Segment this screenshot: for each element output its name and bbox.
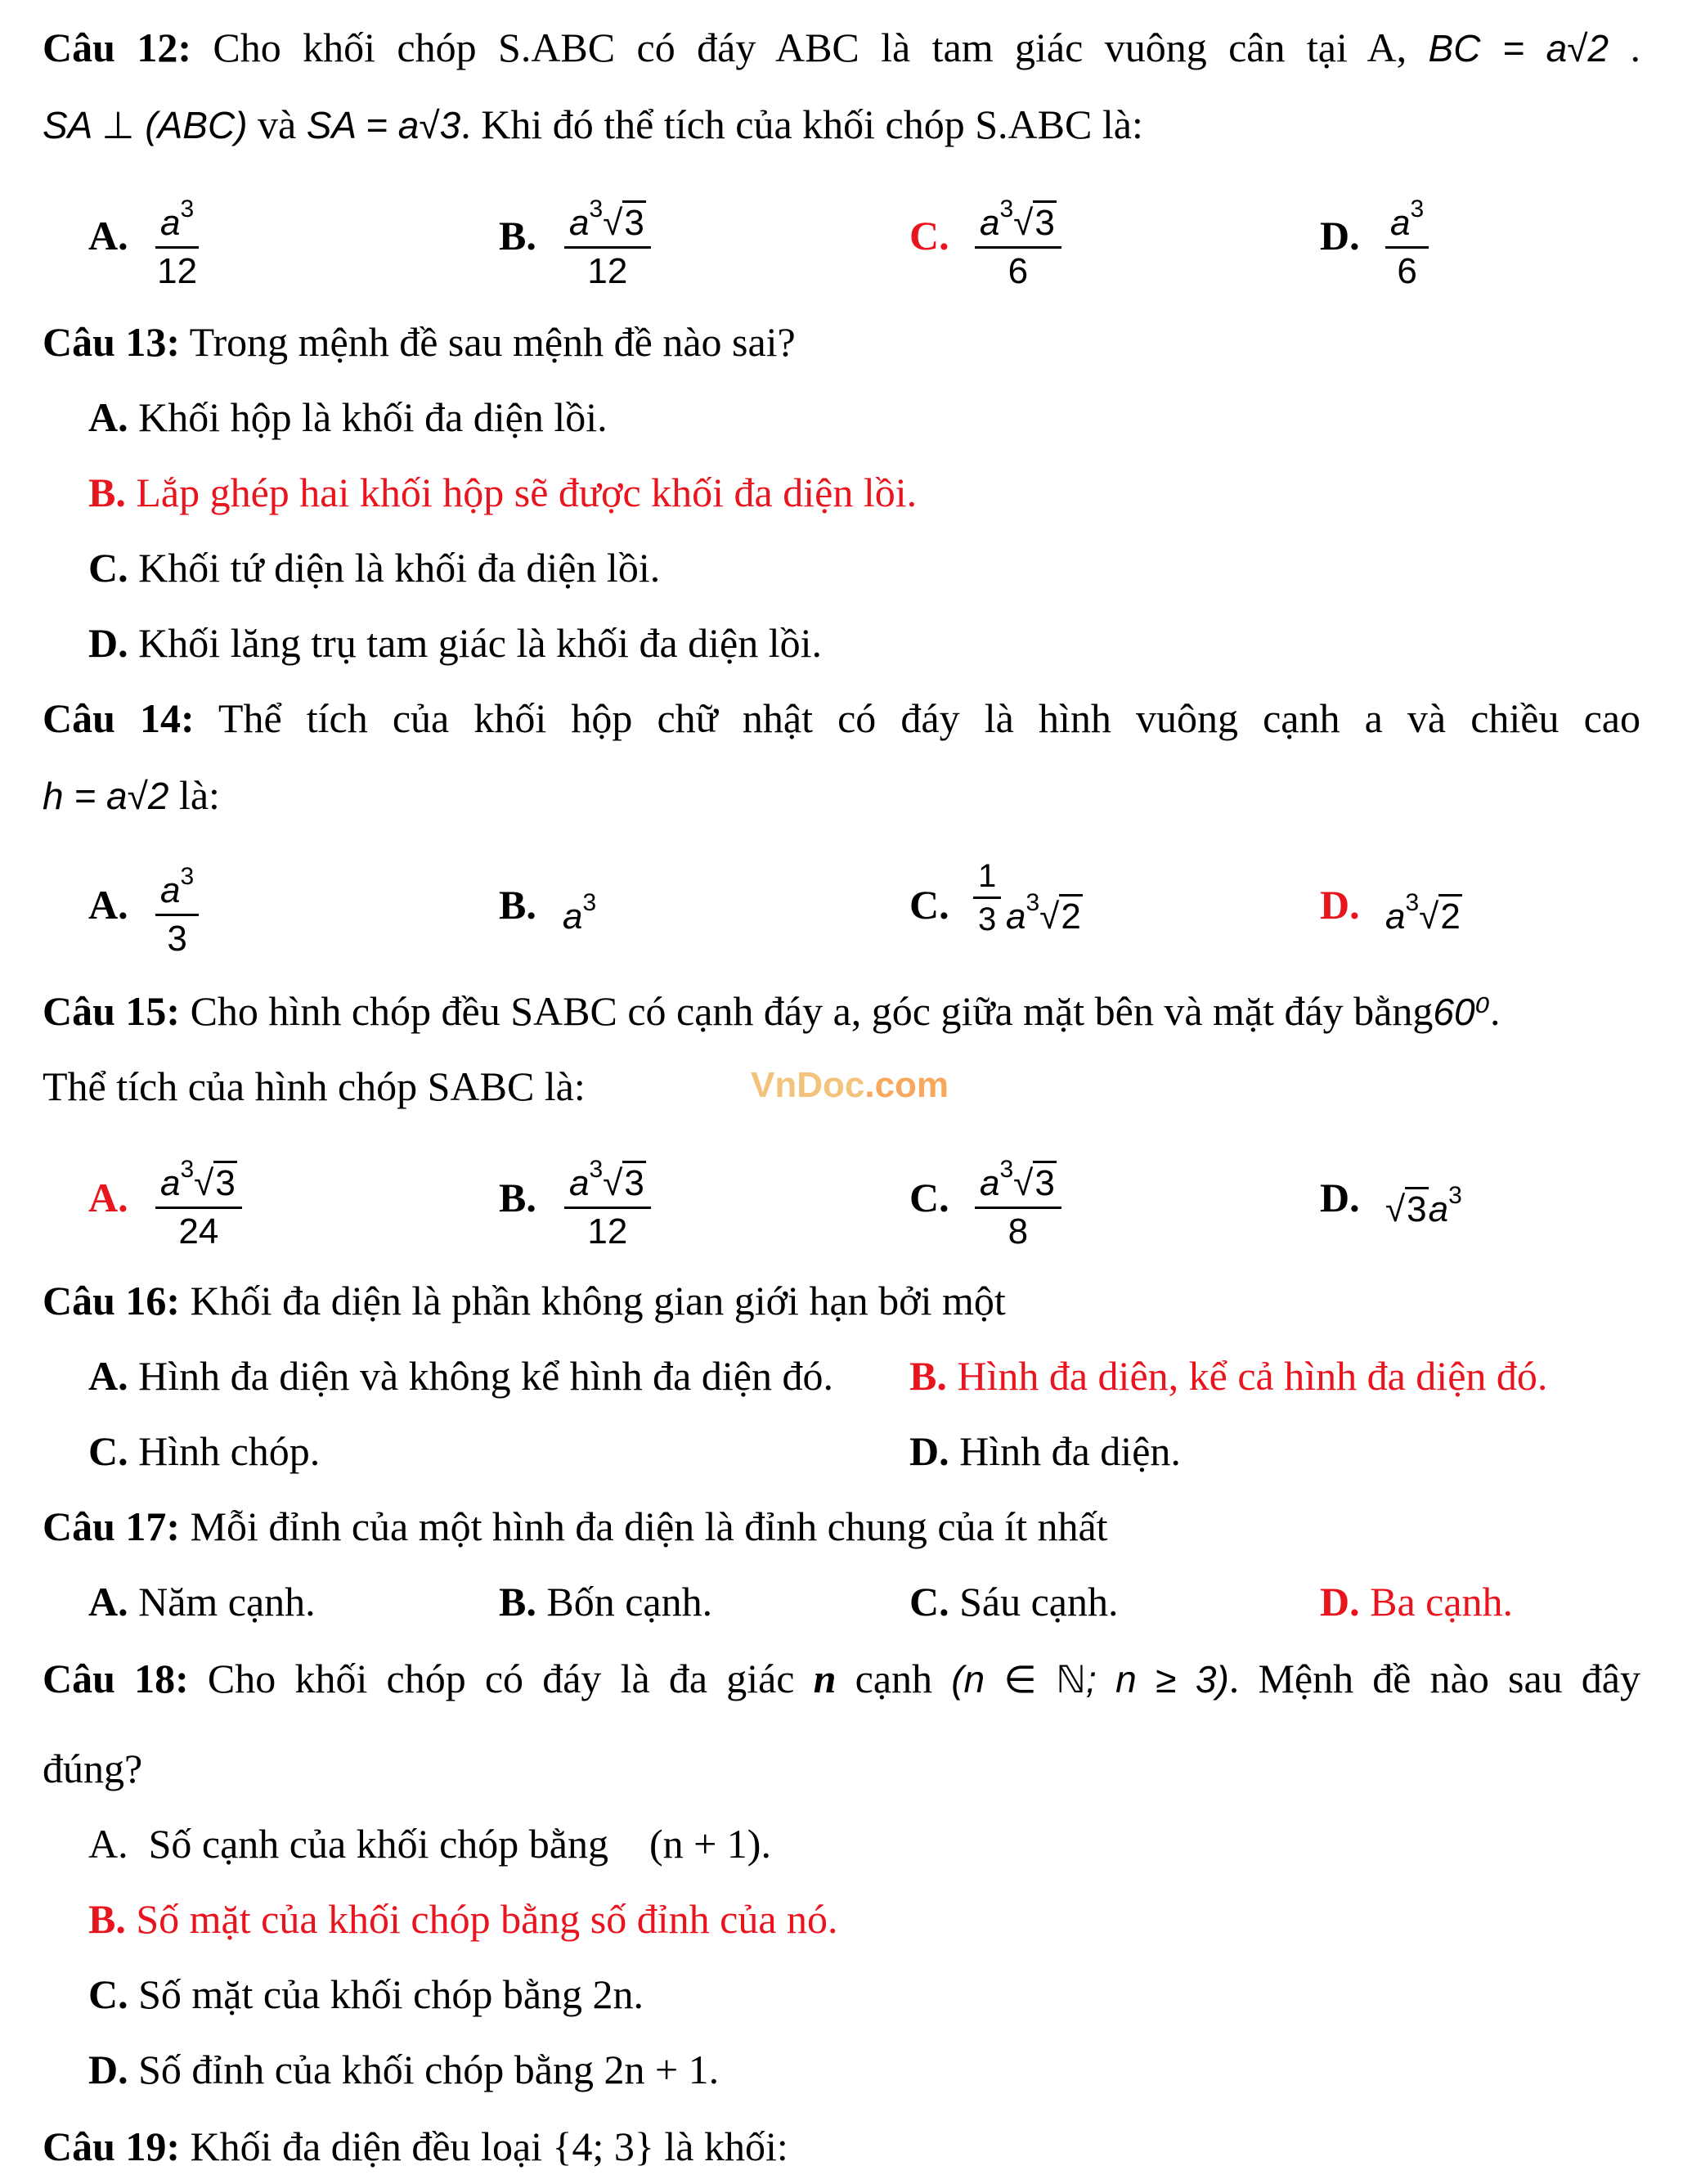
q14-option-b[interactable]: B.	[499, 882, 536, 928]
q15-angle: 60⁰	[1433, 991, 1490, 1033]
q17-option-a[interactable]: A. Năm cạnh.	[88, 1579, 316, 1625]
q14-h: h = a√2	[43, 775, 169, 817]
q12-option-b-value: $a^3√3$ 12	[564, 186, 651, 294]
q14-option-c[interactable]: C.	[909, 882, 949, 928]
q13-option-a[interactable]: A. Khối hộp là khối đa diện lồi.	[88, 394, 608, 440]
q17-option-b[interactable]: B. Bốn cạnh.	[499, 1579, 713, 1625]
q17-question: Câu 17: Mỗi đỉnh của một hình đa diện là đỉnh chung của ít nhất	[43, 1503, 1108, 1549]
q13-question: Câu 13: Trong mệnh đề sau mệnh đề nào sai?	[43, 319, 796, 365]
q17-option-c[interactable]: C. Sáu cạnh.	[909, 1579, 1119, 1625]
q19-question: Câu 19: Khối đa diện đều loại {4; 3} là khối:	[43, 2123, 788, 2169]
q15-option-d[interactable]: D.	[1320, 1175, 1360, 1220]
q14-option-d[interactable]: D.	[1320, 882, 1360, 928]
q14-option-a[interactable]: A.	[88, 882, 128, 928]
q16-option-a[interactable]: A. Hình đa diện và không kể hình đa diện đó.	[88, 1353, 833, 1399]
q19-label: Câu 19:	[43, 2123, 181, 2169]
q14-option-b-value: $a^3$	[563, 889, 597, 937]
q15-option-c[interactable]: C.	[909, 1175, 949, 1220]
q16-label: Câu 16:	[43, 1278, 181, 1323]
q15-option-a-value: $a^3√3$ 24	[155, 1147, 242, 1255]
q14-line1: Câu 14: Thể tích của khối hộp chữ nhật có đáy là hình vuông cạnh a và chiều cao	[43, 695, 1640, 741]
q16-option-c[interactable]: C. Hình chóp.	[88, 1428, 321, 1474]
q16-option-b[interactable]: B. Hình đa diên, kể cả hình đa diện đó.	[909, 1353, 1548, 1399]
q14-option-c-frac: 1 3	[973, 856, 1001, 940]
q12-option-a-value: $a^3$ 12	[155, 186, 199, 294]
q13-label: Câu 13:	[43, 319, 181, 365]
q15-option-b[interactable]: B.	[499, 1175, 536, 1220]
q17-option-d[interactable]: D. Ba cạnh.	[1320, 1579, 1514, 1625]
q18-n: n	[813, 1656, 837, 1701]
q14-option-c-value: $a^3√2$	[1006, 889, 1081, 937]
q13-option-d[interactable]: D. Khối lăng trụ tam giác là khối đa diện lồi.	[88, 620, 823, 666]
q14-option-a-value: $a^3$ 3	[155, 854, 199, 962]
q14-label: Câu 14:	[43, 695, 195, 741]
q18-option-a[interactable]: A. Số cạnh của khối chóp bằng (n + 1).	[88, 1821, 771, 1867]
q18-option-b[interactable]: B. Số mặt của khối chóp bằng số đỉnh của nó.	[88, 1896, 838, 1942]
q14-line2: h = a√2 là:	[43, 772, 220, 818]
q18-line2: đúng?	[43, 1746, 143, 1791]
q16-question: Câu 16: Khối đa diện là phần không gian giới hạn bởi một	[43, 1278, 1006, 1323]
q14-option-d-value: $a^3√2$	[1385, 889, 1461, 937]
q12-option-d[interactable]: D.	[1320, 213, 1360, 258]
q16-option-d[interactable]: D. Hình đa diện.	[909, 1428, 1181, 1474]
q12-line1: Câu 12: Cho khối chóp S.ABC có đáy ABC là tam giác vuông cân tại A, BC = a√2 .	[43, 25, 1640, 70]
q12-option-b[interactable]: B.	[499, 213, 536, 258]
q12-option-d-value: $a^3$ 6	[1385, 186, 1429, 294]
q18-option-c[interactable]: C. Số mặt của khối chóp bằng 2n.	[88, 1971, 644, 2017]
q12-line2: SA ⊥ (ABC) và SA = a√3. Khi đó thể tích của khối chóp S.ABC là:	[43, 101, 1143, 147]
q15-line2: Thể tích của hình chóp SABC là:	[43, 1063, 586, 1109]
q18-label: Câu 18:	[43, 1656, 189, 1701]
q15-line1: Câu 15: Cho hình chóp đều SABC có cạnh đáy a, góc giữa mặt bên và mặt đáy bằng60⁰.	[43, 988, 1501, 1034]
q18-condition: (n ∈ ℕ; n ≥ 3)	[951, 1658, 1229, 1701]
q15-option-d-value: $√3a^3$	[1385, 1182, 1462, 1229]
q12-sa-perp: SA ⊥ (ABC)	[43, 104, 248, 146]
q12-label: Câu 12:	[43, 25, 191, 70]
q12-option-c-value: $a^3√3$ 6	[975, 186, 1061, 294]
q15-option-a[interactable]: A.	[88, 1175, 128, 1220]
q15-option-c-value: $a^3√3$ 8	[975, 1147, 1061, 1255]
q12-option-a[interactable]: A.	[88, 213, 128, 258]
q17-label: Câu 17:	[43, 1503, 181, 1549]
q12-bc: BC = a√2	[1428, 27, 1609, 70]
q15-option-b-value: $a^3√3$ 12	[564, 1147, 651, 1255]
vndoc-watermark: VnDoc.com	[751, 1065, 949, 1105]
q15-label: Câu 15:	[43, 988, 181, 1034]
q13-option-b[interactable]: B. Lắp ghép hai khối hộp sẽ được khối đa diện lồi.	[88, 470, 918, 515]
q18-line1: Câu 18: Cho khối chóp có đáy là đa giác n cạnh (n ∈ ℕ; n ≥ 3). Mệnh đề nào sau đây	[43, 1656, 1641, 1701]
q13-option-c[interactable]: C. Khối tứ diện là khối đa diện lồi.	[88, 545, 661, 591]
q12-sa-val: SA = a√3	[306, 104, 461, 146]
q18-option-d[interactable]: D. Số đỉnh của khối chóp bằng 2n + 1.	[88, 2047, 720, 2092]
q12-option-c[interactable]: C.	[909, 213, 949, 258]
